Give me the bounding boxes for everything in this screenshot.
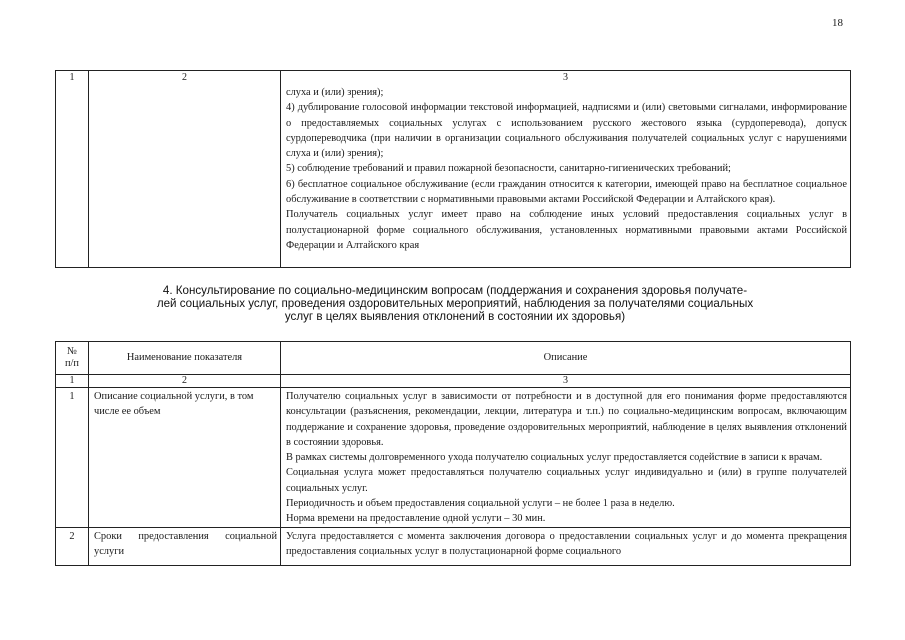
table-row [56, 71, 851, 268]
paragraph: Социальная услуга может предоставляться получателю социальных услуг индивидуально и (или) в группе получателей социальных услуг. [286, 467, 847, 494]
index-cell: 1 [56, 375, 89, 388]
section-title-line: 4. Консультирование по социально-медицинским вопросам (поддержания и сохранения здоровья получате- [162, 284, 748, 297]
header-desc: Описание [281, 342, 851, 375]
section-title [60, 284, 850, 323]
section-title-line: услуг в целях выявления отклонений в состоянии их здоровья) [284, 310, 626, 323]
page-number: 18 [832, 17, 843, 29]
table-row [56, 527, 851, 565]
header-row [56, 342, 851, 375]
header-num [56, 342, 89, 375]
conditions-text [281, 85, 850, 253]
paragraph: Получатель социальных услуг имеет право на соблюдение иных условий предоставления социальных услуг в полустационарной форме социального обслуживания, установленных нормативными правовыми актами Российской Федерации и Алтайского края [286, 209, 847, 251]
row-description [281, 527, 851, 565]
row-description [281, 388, 851, 528]
index-row [56, 375, 851, 388]
service-table [55, 341, 851, 566]
table-row [56, 388, 851, 528]
description-cell [281, 71, 851, 268]
paragraph: слуха и (или) зрения); [286, 87, 384, 98]
index-cell: 2 [89, 375, 281, 388]
paragraph: 6) бесплатное социальное обслуживание (если гражданин относится к категории, имеющей право на бесплатное социальное обслуживание в соответствии с нормативными правовыми актами Российской Федерации и Алтайского края). [286, 178, 847, 206]
row-indicator-name: Сроки предоставления социальной услуги [89, 527, 281, 565]
row-number: 1 [56, 388, 89, 528]
column-index-1: 1 [69, 72, 75, 83]
paragraph: Периодичность и объем предоставления социальной услуги – не более 1 раза в неделю. [286, 498, 675, 510]
row-number: 2 [56, 527, 89, 565]
number-cell [56, 71, 89, 268]
header-name: Наименование показателя [89, 342, 281, 375]
indicator-cell [89, 71, 281, 268]
continued-conditions-table [55, 70, 851, 268]
column-index-3: 3 [563, 72, 568, 83]
index-cell: 3 [281, 375, 851, 388]
paragraph: В рамках системы долговременного ухода получателю социальных услуг предоставляется содействие в записи к врачам. [286, 452, 823, 464]
paragraph: Услуга предоставляется с момента заключения договора о предоставлении социальных услуг и до момента прекращения предоставления социальных услуг в полустационарной форме социального [286, 530, 847, 557]
paragraph: 5) соблюдение требований и правил пожарной безопасности, санитарно-гигиенических требований; [286, 163, 731, 175]
row-indicator-name: Описание социальной услуги, в том числе ее объем [89, 388, 281, 528]
header-num-line: п/п [64, 358, 79, 369]
paragraph: Получателю социальных услуг в зависимости от потребности и в доступной для его понимания форме предоставляются консультации (разъяснения, рекомендации, лекции, литература и т.п.) по социально-медицинским вопросам, включающим поддержание и сохранение здоровья, проведение оздоровительных мероприятий, наблюдение в целях выявления отклонений в состоянии здоровья. [286, 391, 847, 448]
paragraph: Норма времени на предоставление одной услуги – 30 мин. [286, 513, 546, 525]
paragraph: 4) дублирование голосовой информации текстовой информацией, надписями и (или) световыми сигналами, информирование о предоставляемых социальных услугах с использованием русского жестового языка (сурдоперевода), допуск сурдопереводчика (при наличии в организации социального обслуживания получателей социальных услуг с нарушениями слуха и (или) зрения); [286, 102, 847, 160]
column-index-2: 2 [182, 72, 187, 83]
section-title-line: лей социальных услуг, проведения оздоровительных мероприятий, наблюдения за получателями социальных [156, 297, 754, 310]
header-num-line: № [67, 346, 77, 357]
